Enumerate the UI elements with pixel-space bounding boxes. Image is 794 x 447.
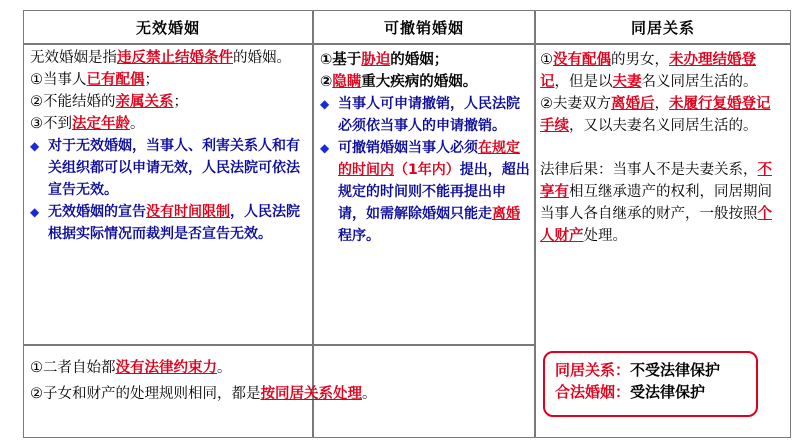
invalid-item-1: ①当事人已有配偶；: [30, 72, 159, 88]
diamond-bullet-icon: ◆: [320, 97, 330, 111]
shared-consequences-cell: [30, 355, 530, 407]
shared-point-2: ②子女和财产的处理规则相同，都是按同居关系处理。: [30, 386, 377, 402]
invalid-bullet-1: ◆ 对于无效婚姻，当事人、利害关系人和有关组织都可以申请无效，人民法院可依法宣告无效。: [30, 135, 310, 201]
revocable-marriage-cell: [320, 49, 530, 247]
diamond-bullet-icon: ◆: [30, 139, 40, 153]
invalid-item-2: ②不能结婚的亲属关系；: [30, 94, 188, 110]
cohabitation-case-1: ①没有配偶的男女，未办理结婚登记，但是以夫妻名义同居生活的。: [540, 52, 758, 90]
summary-legal-marriage: 合法婚姻：受法律保护: [555, 383, 706, 401]
legal-protection-summary: [543, 351, 758, 417]
comparison-table: [23, 10, 791, 438]
revocable-item-1: ①基于胁迫的婚姻；: [320, 52, 449, 68]
invalid-intro: 无效婚姻是指违反禁止结婚条件的婚姻。: [30, 50, 291, 66]
revocable-bullet-1: ◆ 当事人可申请撤销，人民法院必须依当事人的申请撤销。: [320, 93, 530, 137]
invalid-marriage-cell: [30, 47, 310, 245]
divider-header: [24, 43, 790, 45]
revocable-bullet-2: ◆ 可撤销婚姻当事人必须在规定的时间内（1年内）提出，超出规定的时间则不能再提出申请，如需解除婚姻只能走离婚程序。: [320, 137, 530, 247]
cohabitation-case-2: ②夫妻双方离婚后，未履行复婚登记手续，又以夫妻名义同居生活的。: [540, 96, 771, 134]
header-cohabitation: 同居关系: [630, 18, 695, 37]
header-invalid-marriage: 无效婚姻: [135, 18, 200, 37]
legal-consequence: 法律后果：当事人不是夫妻关系，不享有相互继承遗产的权利，同居期间当事人各自继承的财产，一般按照个人财产处理。: [540, 162, 772, 244]
divider-col-2: [534, 11, 536, 437]
revocable-item-2: ②隐瞒重大疾病的婚姻。: [320, 74, 478, 90]
shared-point-1: ①二者自始都没有法律约束力。: [30, 360, 232, 376]
summary-cohabitation: 同居关系：不受法律保护: [555, 361, 721, 379]
cohabitation-cell: [540, 49, 784, 247]
header-revocable-marriage: 可撤销婚姻: [383, 18, 464, 37]
divider-bottom-row: [24, 344, 535, 346]
invalid-bullet-2: ◆ 无效婚姻的宣告没有时间限制，人民法院根据实际情况而裁判是否宣告无效。: [30, 201, 310, 245]
diamond-bullet-icon: ◆: [30, 205, 40, 219]
diamond-bullet-icon: ◆: [320, 141, 330, 155]
invalid-item-3: ③不到法定年龄。: [30, 116, 145, 132]
